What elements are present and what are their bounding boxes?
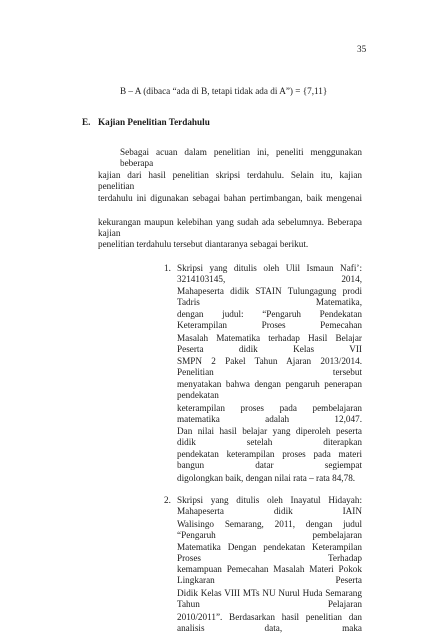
section-title: Kajian Penelitian Terdahulu [98, 117, 210, 128]
list-item-line: Mahapeserta didik STAIN Tulungagung prodi Tadris Matematika, [177, 285, 362, 307]
list-item-line: dengan judul: “Pengaruh Pendekatan Keterampilan Proses Pemecahan [177, 308, 362, 330]
list-item-line: Skripsi yang ditulis oleh Inayatul Hidayah: Mahapeserta didik IAIN [177, 494, 362, 516]
intro-line: kajian dari hasil penelitian skripsi terdahulu. Selain itu, kajian penelitian [98, 170, 362, 192]
list-item-line: pendekatan keterampilan proses pada materi bangun datar segiempat [177, 448, 362, 470]
intro-line: Sebagai acuan dalam penelitian ini, peneliti menggunakan beberapa [120, 146, 362, 168]
set-difference-line: B – A (dibaca “ada di B, tetapi tidak ada di A”) = {7,11} [120, 86, 328, 97]
intro-line: penelitian terdahulu tersebut diantaranya sebagai berikut. [98, 239, 309, 250]
list-item-line: kemampuan Pemecahan Masalah Materi Pokok Lingkaran Peserta [177, 564, 362, 586]
list-item-line: SMPN 2 Pakel Tahun Ajaran 2013/2014. Penelitian tersebut [177, 355, 362, 377]
page-number: 35 [357, 44, 367, 54]
list-item-line: Masalah Matematika terhadap Hasil Belajar Peserta didik Kelas VII [177, 332, 362, 354]
list-item-number: 1. [164, 263, 171, 273]
intro-line: kekurangan maupun kelebihan yang sudah ada sebelumnya. Beberapa kajian [98, 217, 362, 239]
list-item-line: menyatakan bahwa dengan pengaruh penerapan pendekatan [177, 379, 362, 401]
list-item-number: 2. [164, 494, 171, 505]
list-item-line: Didik Kelas VIII MTs NU Nurul Huda Semarang Tahun Pelajaran [177, 588, 362, 610]
list-item-line: keterampilan proses pada pembelajaran matematika adalah 12,047. [177, 403, 362, 425]
list-item-line: digolongkan baik, dengan nilai rata – rata 84,78. [177, 472, 356, 483]
list-item-line: Dan nilai hasil belajar yang diperoleh peserta didik setelah diterapkan [177, 426, 362, 447]
list-item-line: Matematika Dengan pendekatan Keterampilan Proses Terhadap [177, 541, 362, 563]
list-item-line: Skripsi yang ditulis oleh Ulil Ismaun Nafi’: 3214103145, 2014, [177, 263, 362, 284]
intro-line: terdahulu ini digunakan sebagai bahan pertimbangan, baik mengenai [98, 193, 362, 204]
list-item-line: Walisingo Semarang, 2011, dengan judul “Pengaruh pembelajaran [177, 518, 362, 540]
section-letter: E. [82, 117, 91, 128]
list-item-line: 2010/2011”. Berdasarkan hasil penelitian dan analisis data, maka [177, 612, 362, 633]
